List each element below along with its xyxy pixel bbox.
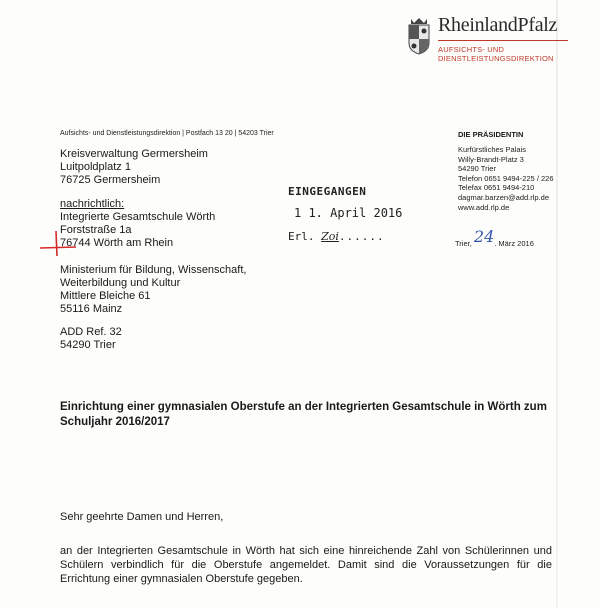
cc-address	[60, 198, 215, 250]
contact-block	[458, 145, 554, 212]
address-line: Integrierte Gesamtschule Wörth	[60, 211, 216, 223]
contact-line: 54290 Trier	[458, 164, 496, 174]
contact-website: www.add.rlp.de	[458, 202, 510, 212]
date-rest: . März 2016	[494, 239, 534, 248]
address-line: Kreisverwaltung Germersheim	[60, 148, 208, 160]
address-line: Ministerium für Bildung, Wissenschaft,	[60, 264, 247, 276]
address-line: 54290 Trier	[60, 339, 116, 351]
brand-wordmark: RheinlandPfalz	[438, 14, 558, 36]
contact-phone: Telefon 0651 9494-225 / 226	[458, 173, 554, 183]
sender-return-address: Aufsichts- und Dienstleistungsdirektion | Postfach 13 20 | 54203 Trier	[60, 130, 274, 137]
page-edge-shadow	[556, 0, 558, 608]
date-day-handwritten: 24	[473, 227, 495, 246]
contact-fax: Telefax 0651 9494-210	[458, 183, 535, 193]
address-line: Luitpoldplatz 1	[60, 161, 131, 173]
contact-line: Willy-Brandt-Platz 3	[458, 154, 524, 164]
ministry-address	[60, 264, 246, 316]
address-line: Mittlere Bleiche 61	[60, 290, 151, 302]
address-line: 76744 Wörth am Rhein	[60, 237, 174, 249]
body-paragraph: an der Integrierten Gesamtschule in Wörth hat sich eine hinreichende Zahl von Schülerinnen und Schülern verbindlich für die Oberstufe angemeldet. Damit sind die Voraussetzungen für die Errichtung einer gymnasialen Oberstufe gegeben.	[60, 545, 552, 585]
stamp-title: EINGEGANGEN	[288, 185, 367, 198]
sender-title: DIE PRÄSIDENTIN	[458, 130, 524, 139]
brand-divider	[438, 40, 568, 41]
recipient-address	[60, 148, 208, 187]
address-line: 55116 Mainz	[60, 303, 123, 315]
stamp-erl-handwriting: Zoi	[321, 230, 339, 243]
stamp-dots: ......	[338, 230, 385, 243]
stamp-erl-label: Erl.	[288, 230, 315, 243]
stamp-erl	[288, 230, 402, 243]
add-ref-address	[60, 326, 122, 352]
red-pen-mark-icon	[38, 228, 78, 258]
address-line: Forststraße 1a	[60, 224, 132, 236]
address-line: Weiterbildung und Kultur	[60, 277, 181, 289]
contact-email: dagmar.barzen@add.rlp.de	[458, 192, 550, 202]
date-prefix: Trier,	[455, 239, 472, 248]
brand-subtitle-line: DIENSTLEISTUNGSDIREKTION	[438, 54, 554, 63]
brand-subtitle-line: AUFSICHTS- UND	[438, 45, 505, 54]
letter-subject: Einrichtung einer gymnasialen Oberstufe an der Integrierten Gesamtschule in Wörth zum Schuljahr 2016/2017	[60, 401, 547, 428]
address-line: 76725 Germersheim	[60, 174, 161, 186]
stamp-date: 1 1. April 2016	[294, 206, 403, 220]
brand-subtitle	[438, 45, 554, 63]
salutation: Sehr geehrte Damen und Herren,	[60, 511, 224, 523]
address-line: ADD Ref. 32	[60, 326, 122, 338]
received-stamp	[288, 185, 402, 243]
coat-of-arms-icon	[405, 15, 433, 55]
cc-label: nachrichtlich:	[60, 198, 125, 210]
letter-date	[455, 227, 534, 250]
contact-line: Kurfürstliches Palais	[458, 145, 526, 154]
